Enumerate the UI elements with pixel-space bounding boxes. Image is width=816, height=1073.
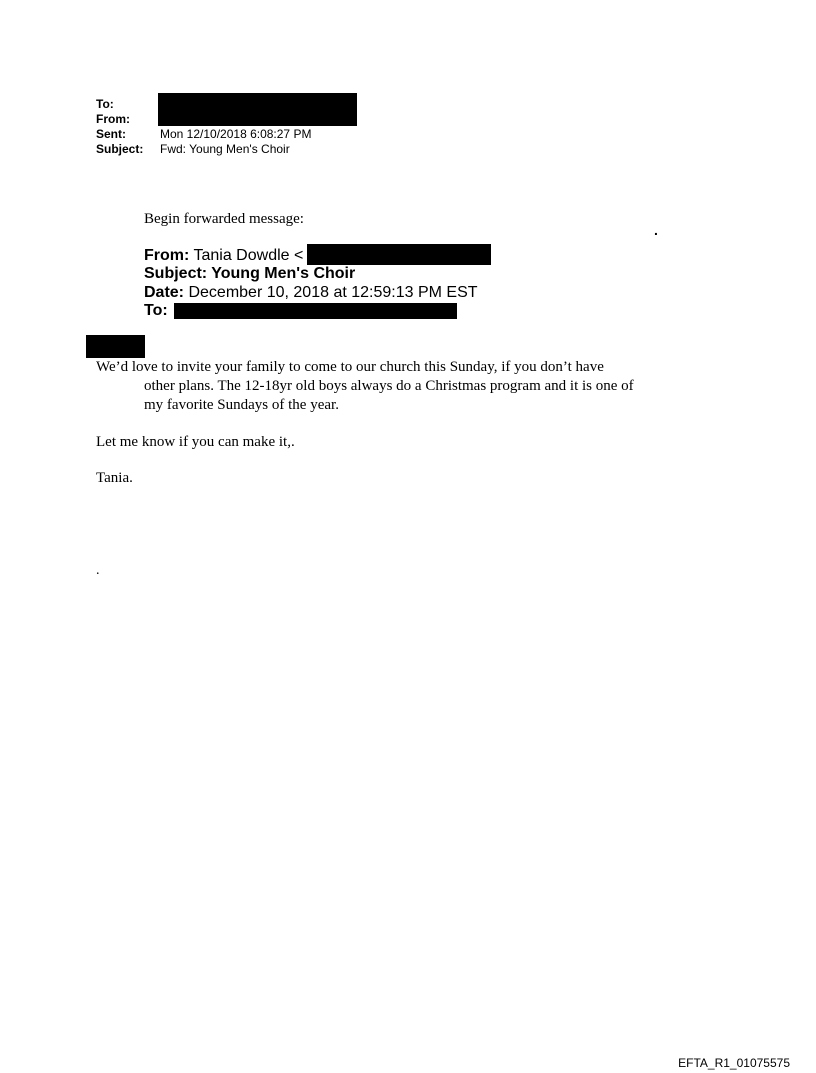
- header-to-label: To:: [96, 97, 114, 111]
- header-sent-label: Sent:: [96, 127, 126, 141]
- forwarded-from-value: Tania Dowdle <: [193, 247, 304, 264]
- header-to-row: [96, 97, 160, 111]
- redaction-box: [158, 93, 357, 126]
- forwarded-subject-line: Subject: Young Men's Choir: [144, 265, 356, 282]
- stray-dot: .: [96, 563, 100, 578]
- body-line: my favorite Sundays of the year.: [144, 397, 339, 413]
- forwarded-date-label: Date:: [144, 284, 185, 301]
- header-subject-row: [96, 142, 290, 156]
- header-subject-value: Fwd: Young Men's Choir: [160, 142, 290, 156]
- body-line: Let me know if you can make it,.: [96, 434, 295, 450]
- forwarded-date-line: [144, 284, 478, 302]
- document-id: EFTA_R1_01075575: [678, 1056, 790, 1070]
- signature: Tania.: [96, 470, 133, 486]
- header-from-row: [96, 112, 160, 126]
- forwarded-to-label: To:: [144, 302, 168, 319]
- forwarded-intro: Begin forwarded message:: [144, 211, 304, 227]
- header-sent-row: [96, 127, 311, 141]
- redaction-box: [174, 303, 457, 319]
- header-sent-value: Mon 12/10/2018 6:08:27 PM: [160, 127, 312, 141]
- redaction-box: [307, 244, 491, 265]
- body-line: We’d love to invite your family to come to our church this Sunday, if you don’t have: [96, 359, 604, 375]
- forwarded-date-value: December 10, 2018 at 12:59:13 PM EST: [188, 284, 478, 301]
- forwarded-from-line: [144, 247, 303, 265]
- header-subject-label: Subject:: [96, 142, 144, 156]
- redaction-box: [86, 335, 145, 358]
- forwarded-to-line: [144, 302, 168, 320]
- body-line: other plans. The 12-18yr old boys always do a Christmas program and it is one of: [144, 378, 634, 394]
- header-from-label: From:: [96, 112, 130, 126]
- forwarded-from-label: From:: [144, 247, 190, 264]
- stray-dot: .: [654, 222, 658, 238]
